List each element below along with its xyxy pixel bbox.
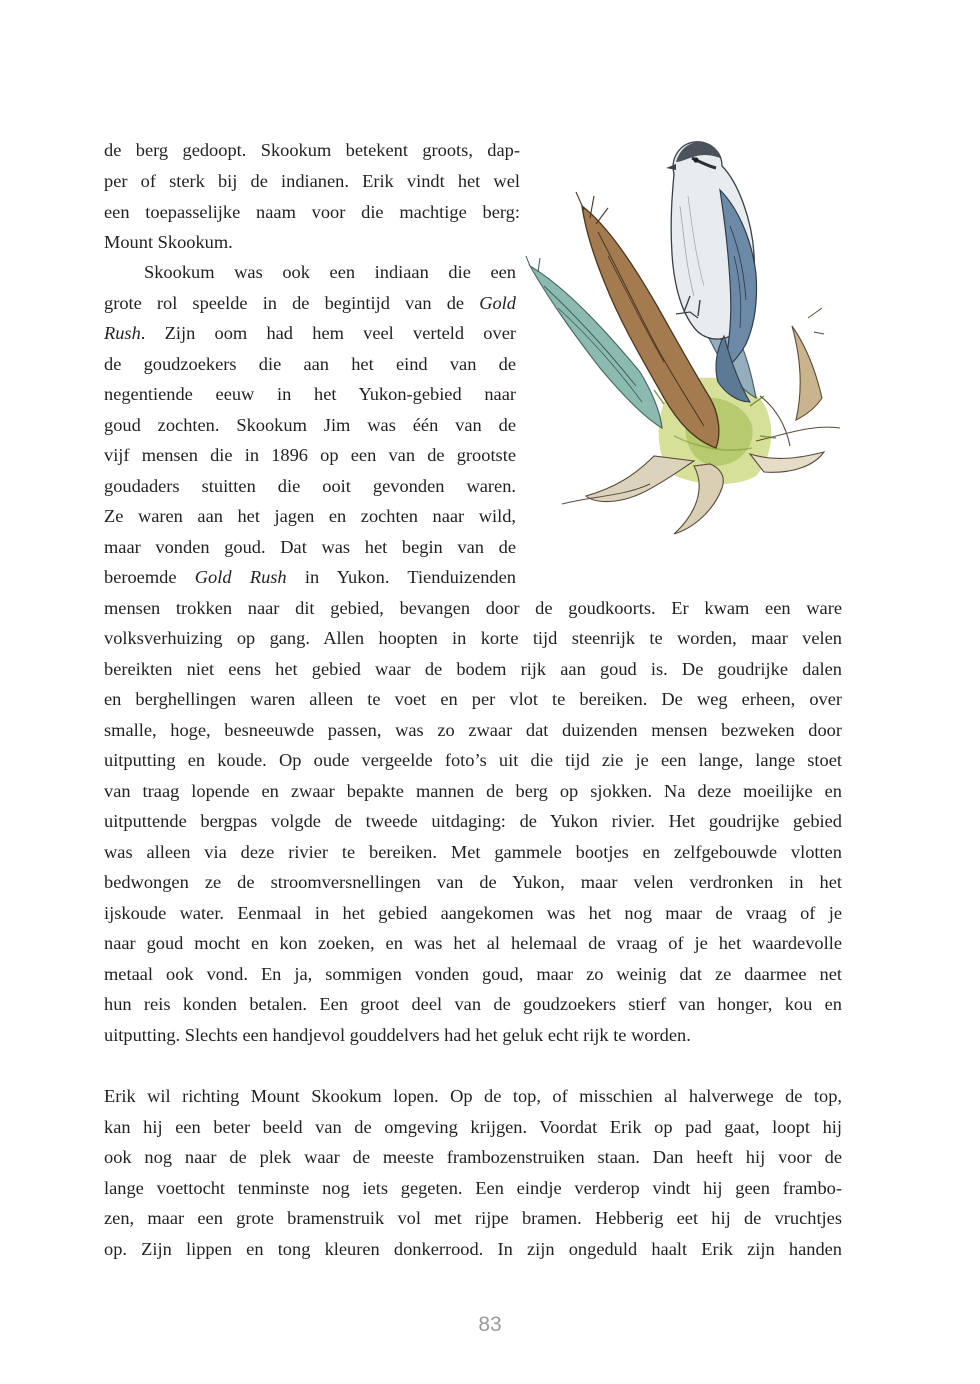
text-line: naar goud mocht en kon zoeken, en was het al helemaal de vraag of je het waardevolle [104, 933, 842, 953]
text-run: grote rol speelde in de begintijd van de [104, 293, 480, 313]
text-line [104, 562, 516, 592]
text-line: bereikten niet eens het gebied waar de bodem rijk aan goud is. De goudrijke dalen [104, 659, 842, 679]
text-line: zen, maar een grote bramenstruik vol met rijpe bramen. Hebberig eet hij de vruchtjes [104, 1208, 842, 1228]
text-line: goudaders stuitten die ooit gevonden waren. [104, 476, 516, 496]
text-run: in Yukon. Tienduizenden [286, 567, 516, 587]
text-line: kan hij een beter beeld van de omgeving krijgen. Voordat Erik op pad gaat, loopt hij [104, 1117, 842, 1137]
text-line: ijskoude water. Eenmaal in het gebied aangekomen was het nog maar de vraag of je [104, 903, 842, 923]
text-line: vijf mensen die in 1896 op een van de grootste [104, 445, 516, 465]
italic-text: Gold [479, 293, 516, 313]
text-line: hun reis konden betalen. Een groot deel van de goudzoekers stierf van honger, kou en [104, 994, 842, 1014]
text-line: van traag lopende en zwaar bepakte mannen de berg op sjokken. Na deze moeilijke en [104, 781, 842, 801]
text-line: en berghellingen waren alleen te voet en per vlot te bereiken. De weg erheen, over [104, 689, 842, 709]
text-line: uitputting. Slechts een handjevol gouddelvers had het geluk echt rijk te worden. [104, 1025, 691, 1045]
text-line: uitputtende bergpas volgde de tweede uitdaging: de Yukon rivier. Het goudrijke gebied [104, 811, 842, 831]
text-line: bedwongen ze de stroomversnellingen van de Yukon, maar velen verdronken in het [104, 872, 842, 892]
page-number: 83 [478, 1313, 502, 1336]
text-line: negentiende eeuw in het Yukon-gebied naar [104, 384, 516, 404]
text-line: de berg gedoopt. Skookum betekent groots, dap- [104, 140, 520, 160]
text-run: . Zijn oom had hem veel verteld over [140, 323, 516, 343]
text-line [104, 288, 516, 318]
italic-text: Gold Rush [194, 567, 287, 587]
italic-text: Rush [104, 323, 141, 343]
text-line: een toepasselijke naam voor die machtige berg: [104, 202, 520, 222]
text-line: Mount Skookum. [104, 232, 233, 252]
text-run: beroemde [104, 567, 195, 587]
text-line: de goudzoekers die aan het eind van de [104, 354, 516, 374]
text-line [104, 318, 516, 348]
bird-on-stump-illustration [524, 136, 870, 546]
text-line: ook nog naar de plek waar de meeste frambozenstruiken staan. Dan heeft hij voor de [104, 1147, 842, 1167]
text-line: metaal ook vond. En ja, sommigen vonden goud, maar zo weinig dat ze daarmee net [104, 964, 842, 984]
text-line: smalle, hoge, besneeuwde passen, was zo zwaar dat duizenden mensen bezweken door [104, 720, 842, 740]
text-line: uitputting en koude. Op oude vergeelde foto’s uit die tijd zie je een lange, lange stoet [104, 750, 842, 770]
text-line: Skookum was ook een indiaan die een [144, 262, 516, 282]
text-line: lange voettocht tenminste nog iets gegeten. Een eindje verderop vindt hij geen frambo- [104, 1178, 842, 1198]
text-line: maar vonden goud. Dat was het begin van de [104, 537, 516, 557]
text-line: volksverhuizing op gang. Allen hoopten in korte tijd steenrijk te worden, maar velen [104, 628, 842, 648]
text-line: mensen trokken naar dit gebied, bevangen door de goudkoorts. Er kwam een ware [104, 598, 842, 618]
text-line: op. Zijn lippen en tong kleuren donkerrood. In zijn ongeduld haalt Erik zijn handen [104, 1239, 842, 1259]
text-line: per of sterk bij de indianen. Erik vindt het wel [104, 171, 520, 191]
text-line: Erik wil richting Mount Skookum lopen. Op de top, of misschien al halverwege de top, [104, 1086, 842, 1106]
text-line: was alleen via deze rivier te bereiken. Met gammele bootjes en zelfgebouwde vlotten [104, 842, 842, 862]
text-line: Ze waren aan het jagen en zochten naar wild, [104, 506, 516, 526]
text-line: goud zochten. Skookum Jim was één van de [104, 415, 516, 435]
